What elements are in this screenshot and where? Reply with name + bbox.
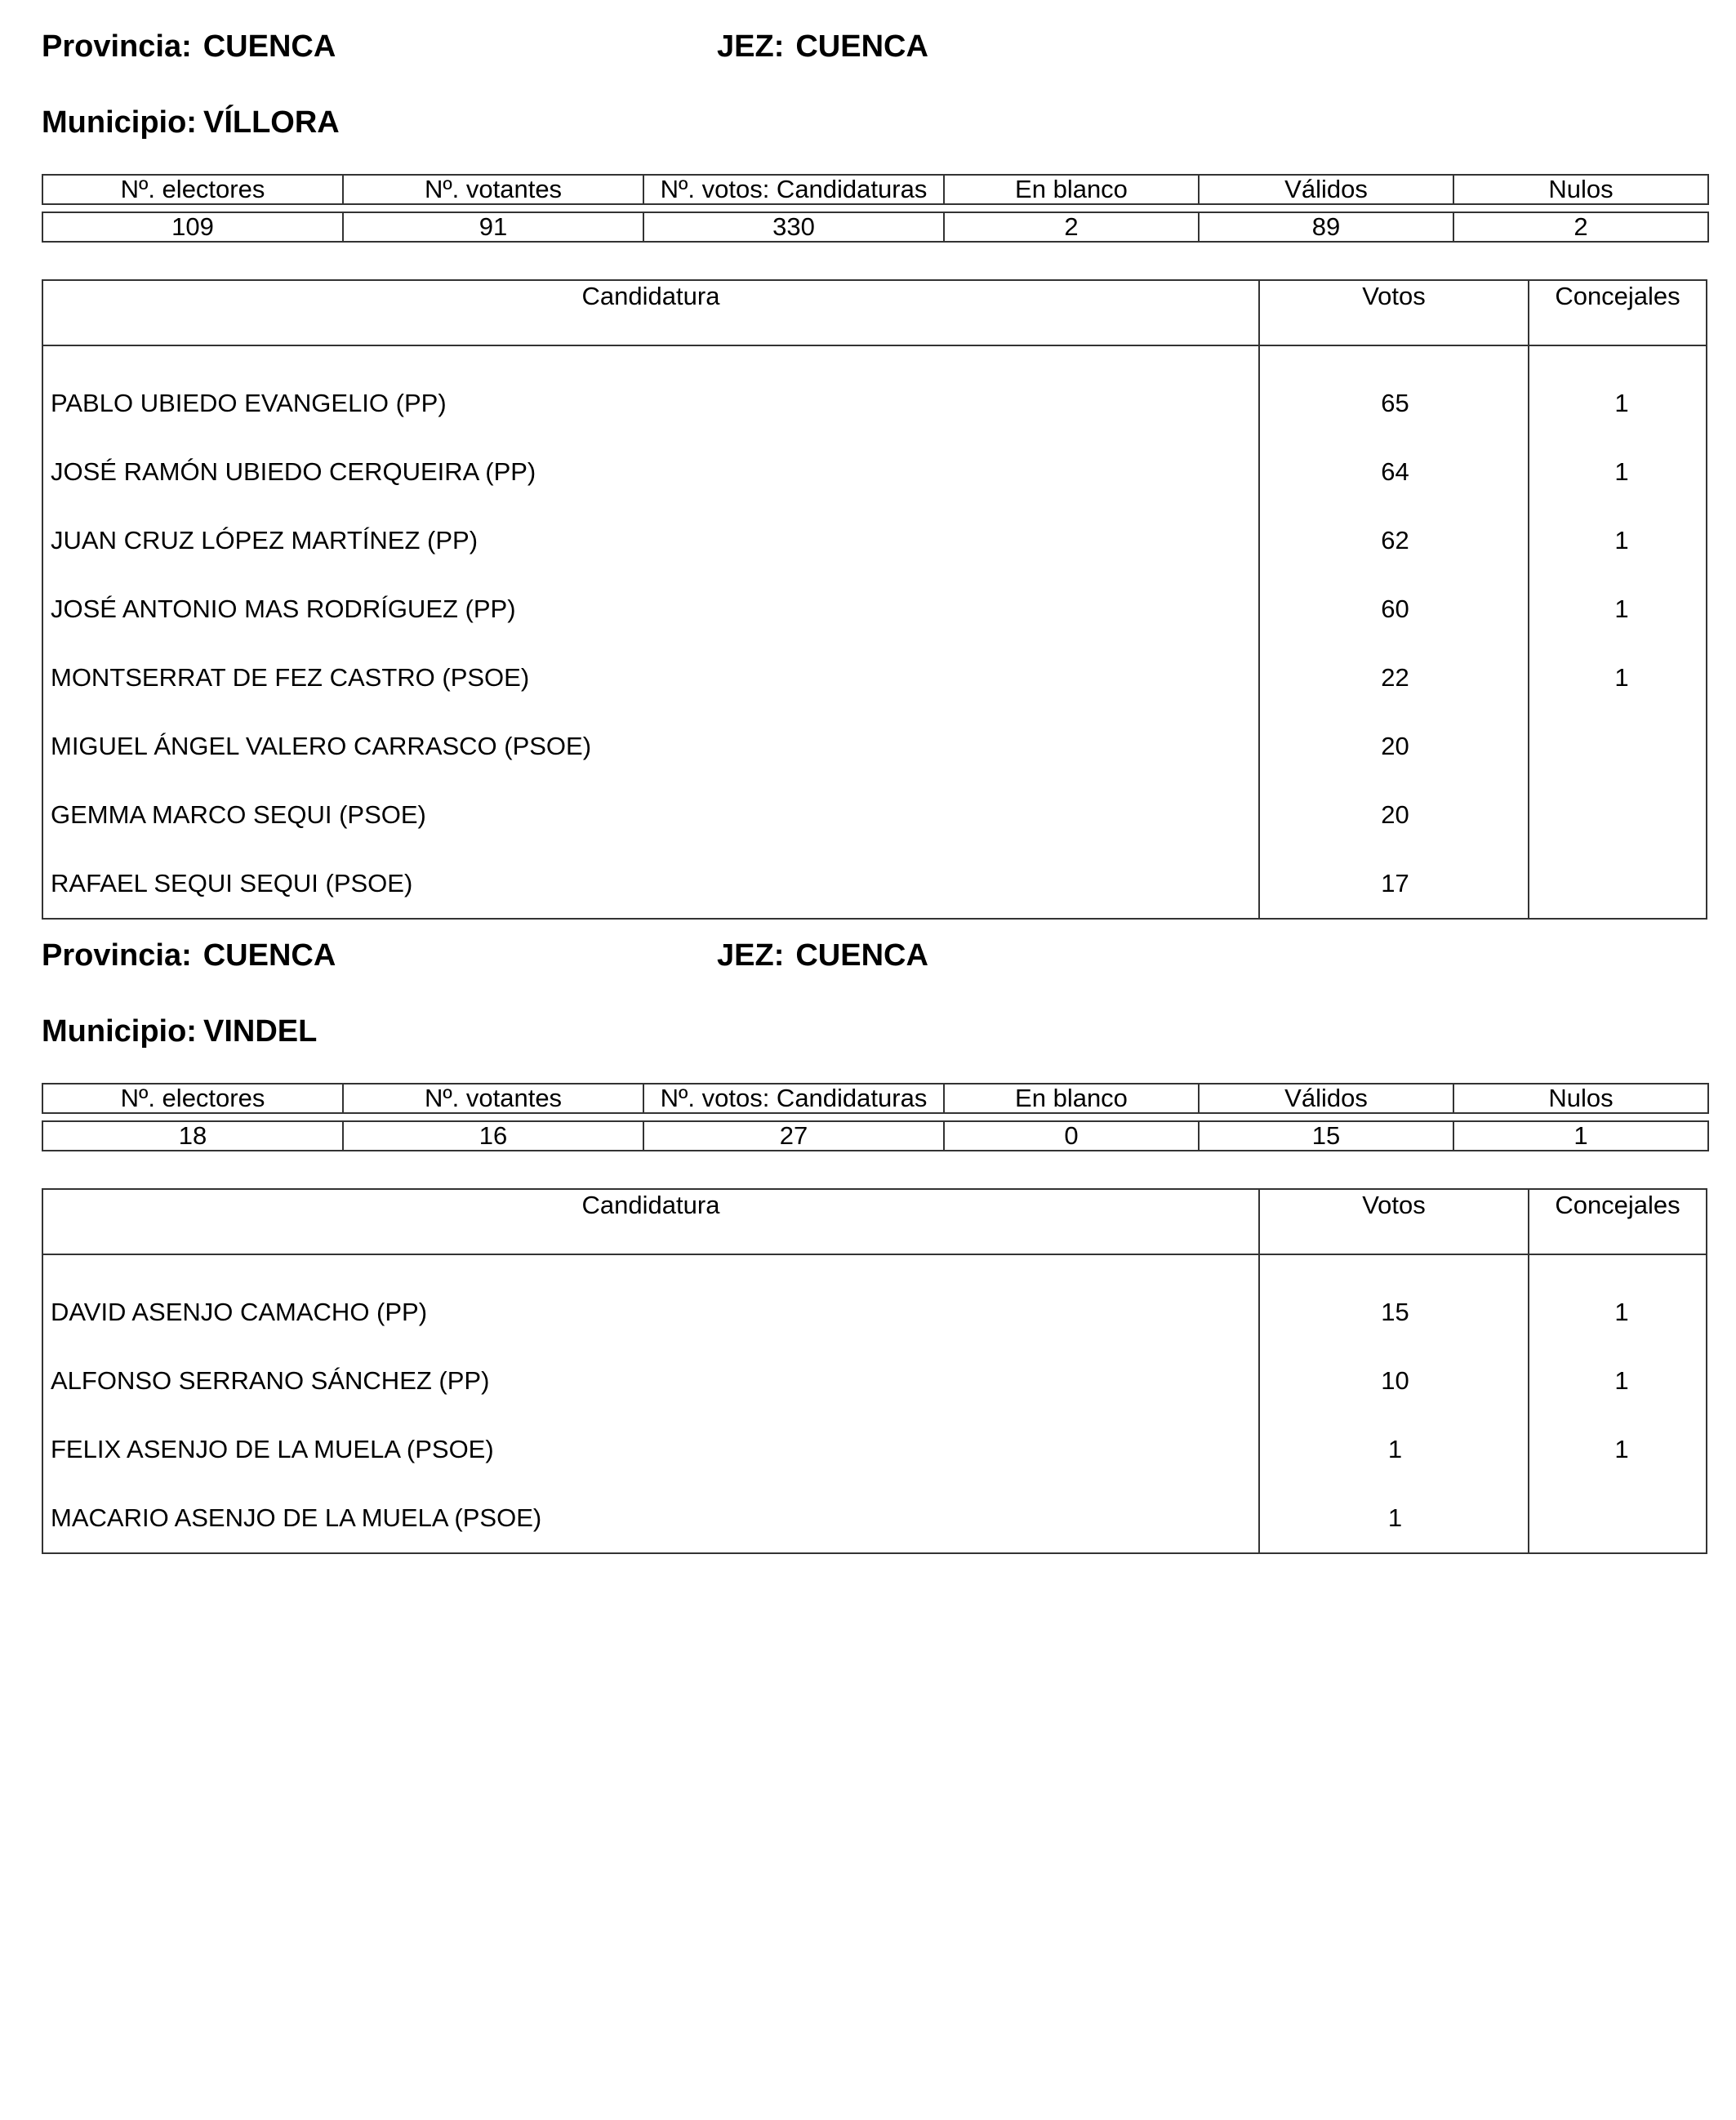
stats-header-electores: Nº. electores: [42, 175, 343, 204]
candidate-votos: 65: [1258, 369, 1528, 438]
provincia-label: Provincia:: [42, 938, 192, 973]
municipio-label: Municipio:: [42, 1014, 197, 1049]
candidate-name: FELIX ASENJO DE LA MUELA (PSOE): [51, 1435, 494, 1463]
candidate-votos: 62: [1258, 506, 1528, 575]
jez-heading: [717, 937, 928, 974]
table-row: [43, 1415, 1706, 1484]
provincia-value: CUENCA: [203, 29, 336, 64]
stats-value-en-blanco: 0: [944, 1121, 1199, 1151]
candidate-name: RAFAEL SEQUI SEQUI (PSOE): [51, 869, 413, 897]
stats-value-electores: 18: [42, 1121, 343, 1151]
stats-value-votantes: 16: [343, 1121, 643, 1151]
table-row: [43, 849, 1706, 918]
stats-header-en-blanco: En blanco: [944, 175, 1199, 204]
stats-header-votantes: Nº. votantes: [343, 175, 643, 204]
candidate-name: MONTSERRAT DE FEZ CASTRO (PSOE): [51, 663, 530, 692]
candidate-concejales: 1: [1528, 369, 1706, 438]
candidate-concejales: [1528, 849, 1706, 918]
stats-header-nulos: Nulos: [1453, 1084, 1708, 1113]
candidate-name: JUAN CRUZ LÓPEZ MARTÍNEZ (PP): [51, 526, 479, 554]
candidate-name: MACARIO ASENJO DE LA MUELA (PSOE): [51, 1503, 542, 1532]
candidate-votos: 15: [1258, 1278, 1528, 1347]
stats-header-en-blanco: En blanco: [944, 1084, 1199, 1113]
candidate-votos: 10: [1258, 1347, 1528, 1415]
stats-header-nulos: Nulos: [1453, 175, 1708, 204]
table-row: [43, 781, 1706, 849]
stats-value-votantes: 91: [343, 212, 643, 242]
candidate-concejales: 1: [1528, 506, 1706, 575]
stats-value-row: [42, 212, 1708, 242]
header-concejales: Concejales: [1528, 1190, 1706, 1254]
table-row: [43, 575, 1706, 644]
candidate-concejales: 1: [1528, 1278, 1706, 1347]
header-votos: Votos: [1258, 281, 1528, 345]
stats-header-electores: Nº. electores: [42, 1084, 343, 1113]
jez-heading: [717, 28, 928, 65]
candidate-votos: 22: [1258, 644, 1528, 712]
stats-value-votos-candidaturas: 330: [643, 212, 944, 242]
stats-header-votos-candidaturas: Nº. votos: Candidaturas: [643, 1084, 944, 1113]
candidates-header-row: [43, 281, 1706, 346]
municipio-heading: [42, 104, 340, 141]
candidate-name: PABLO UBIEDO EVANGELIO (PP): [51, 389, 447, 417]
header-candidatura: Candidatura: [581, 1191, 720, 1219]
provincia-value: CUENCA: [203, 938, 336, 973]
stats-value-electores: 109: [42, 212, 343, 242]
candidate-votos: 20: [1258, 781, 1528, 849]
stats-table: [42, 174, 1709, 243]
municipio-value: VINDEL: [203, 1014, 318, 1049]
table-row: [43, 1484, 1706, 1552]
candidate-concejales: 1: [1528, 1347, 1706, 1415]
table-row: [43, 712, 1706, 781]
candidate-votos: 1: [1258, 1484, 1528, 1552]
candidate-concejales: 1: [1528, 438, 1706, 506]
candidate-name: JOSÉ RAMÓN UBIEDO CERQUEIRA (PP): [51, 457, 536, 486]
header-concejales: Concejales: [1528, 281, 1706, 345]
candidate-concejales: 1: [1528, 644, 1706, 712]
candidate-name: MIGUEL ÁNGEL VALERO CARRASCO (PSOE): [51, 732, 592, 760]
candidate-votos: 60: [1258, 575, 1528, 644]
candidate-concejales: [1528, 781, 1706, 849]
stats-value-row: [42, 1121, 1708, 1151]
candidate-name: GEMMA MARCO SEQUI (PSOE): [51, 800, 426, 829]
stats-table: [42, 1083, 1709, 1151]
candidates-table: [42, 1188, 1707, 1554]
municipio-heading: [42, 1013, 317, 1050]
stats-value-nulos: 1: [1453, 1121, 1708, 1151]
table-row: [43, 369, 1706, 438]
stats-header-validos: Válidos: [1199, 1084, 1453, 1113]
jez-value: CUENCA: [795, 29, 928, 64]
candidate-votos: 17: [1258, 849, 1528, 918]
table-row: [43, 644, 1706, 712]
table-row: [43, 1278, 1706, 1347]
provincia-heading: [42, 28, 336, 65]
candidates-table: [42, 279, 1707, 920]
stats-value-en-blanco: 2: [944, 212, 1199, 242]
candidate-name: DAVID ASENJO CAMACHO (PP): [51, 1298, 428, 1326]
stats-header-row: [42, 175, 1708, 204]
candidates-header-row: [43, 1190, 1706, 1255]
candidate-concejales: [1528, 712, 1706, 781]
candidate-votos: 20: [1258, 712, 1528, 781]
header-candidatura: Candidatura: [581, 282, 720, 310]
candidate-name: JOSÉ ANTONIO MAS RODRÍGUEZ (PP): [51, 595, 516, 623]
stats-header-votos-candidaturas: Nº. votos: Candidaturas: [643, 175, 944, 204]
jez-label: JEZ:: [717, 938, 785, 973]
stats-value-nulos: 2: [1453, 212, 1708, 242]
provincia-heading: [42, 937, 336, 974]
candidate-votos: 1: [1258, 1415, 1528, 1484]
candidate-concejales: [1528, 1484, 1706, 1552]
stats-value-votos-candidaturas: 27: [643, 1121, 944, 1151]
header-votos: Votos: [1258, 1190, 1528, 1254]
table-row: [43, 506, 1706, 575]
table-row: [43, 438, 1706, 506]
stats-header-row: [42, 1084, 1708, 1113]
jez-value: CUENCA: [795, 938, 928, 973]
stats-header-validos: Válidos: [1199, 175, 1453, 204]
stats-value-validos: 15: [1199, 1121, 1453, 1151]
stats-value-validos: 89: [1199, 212, 1453, 242]
table-row: [43, 1347, 1706, 1415]
jez-label: JEZ:: [717, 29, 785, 64]
candidate-concejales: 1: [1528, 575, 1706, 644]
candidate-votos: 64: [1258, 438, 1528, 506]
provincia-label: Provincia:: [42, 29, 192, 64]
municipio-value: VÍLLORA: [203, 105, 340, 140]
candidate-name: ALFONSO SERRANO SÁNCHEZ (PP): [51, 1366, 490, 1395]
stats-header-votantes: Nº. votantes: [343, 1084, 643, 1113]
municipio-label: Municipio:: [42, 105, 197, 140]
candidate-concejales: 1: [1528, 1415, 1706, 1484]
